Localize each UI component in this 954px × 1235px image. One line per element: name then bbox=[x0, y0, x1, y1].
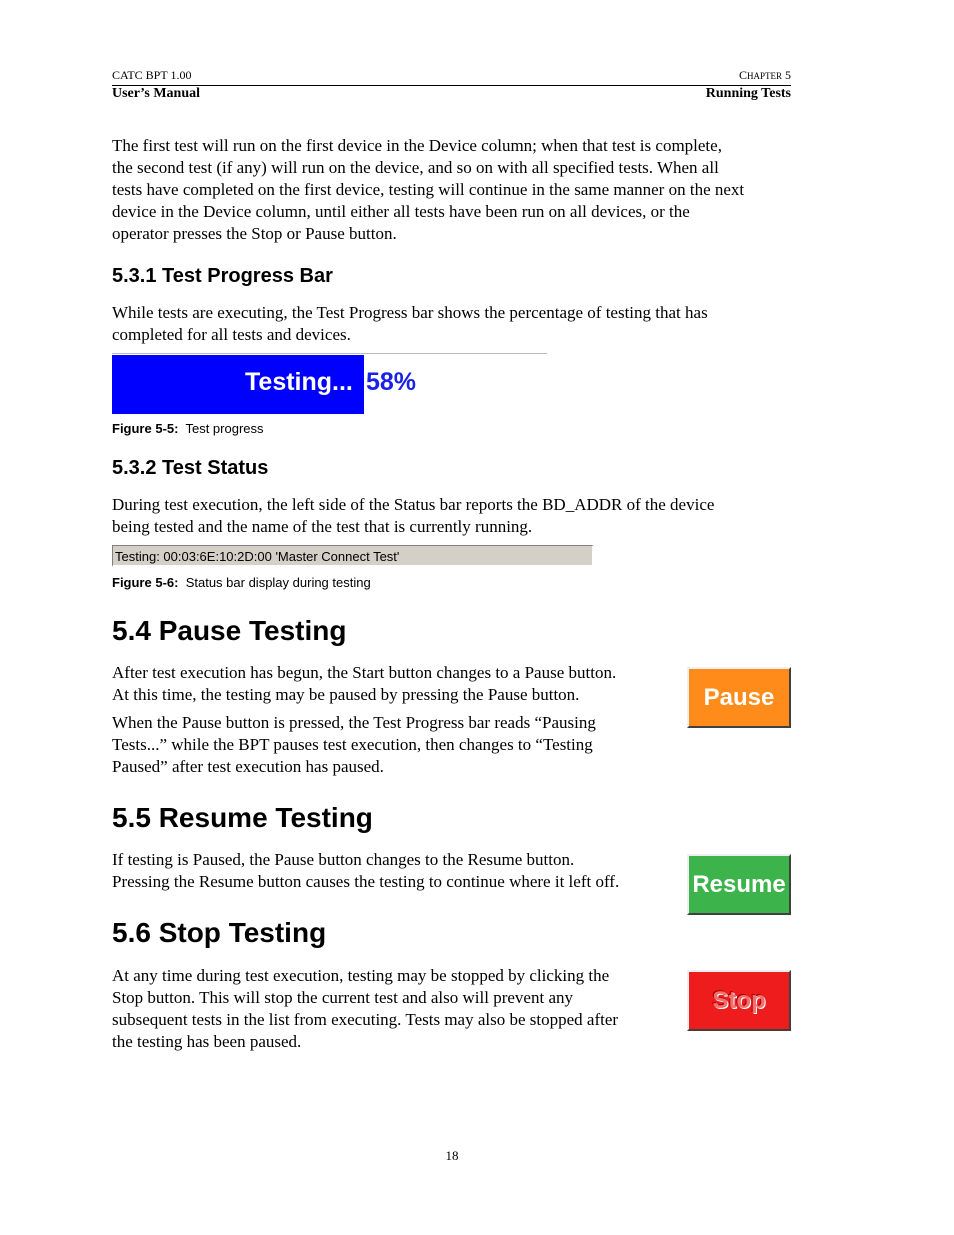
intro-paragraph bbox=[112, 135, 744, 245]
intro-line: device in the Device column, until either all tests have been run on all devices, or the bbox=[112, 202, 690, 221]
pause-line: Paused” after test execution has paused. bbox=[112, 757, 384, 776]
stop-line: subsequent tests in the list from executing. Tests may also be stopped after bbox=[112, 1010, 619, 1029]
caption-label: Figure 5-6: bbox=[112, 575, 179, 590]
stop-paragraph bbox=[112, 965, 618, 1053]
status-line: During test execution, the left side of the Status bar reports the BD_ADDR of the device bbox=[112, 495, 715, 514]
page-number: 18 bbox=[445, 1148, 459, 1163]
status-line: being tested and the name of the test that is currently running. bbox=[112, 517, 533, 536]
pause-line: After test execution has begun, the Start button changes to a Pause button. bbox=[112, 663, 617, 682]
status-bar-text: Testing: 00:03:6E:10:2D:00 'Master Connect Test' bbox=[115, 549, 400, 564]
caption-text: Test progress bbox=[185, 421, 264, 436]
pause-line: When the Pause button is pressed, the Test Progress bar reads “Pausing bbox=[112, 713, 596, 732]
header-product: CATC BPT 1.00 bbox=[112, 68, 192, 82]
figure-5-6-caption bbox=[112, 575, 371, 590]
header-chapter-rest: HAPTER bbox=[746, 71, 782, 81]
stop-line: Stop button. This will stop the current test and also will prevent any bbox=[112, 988, 573, 1007]
stop-line: the testing has been paused. bbox=[112, 1032, 302, 1051]
header-rule bbox=[112, 85, 791, 86]
status-bar bbox=[112, 545, 594, 567]
test-progress-bar bbox=[112, 353, 547, 414]
pause-line: At this time, the testing may be paused by pressing the Pause button. bbox=[112, 685, 580, 704]
progress-line: While tests are executing, the Test Progress bar shows the percentage of testing that has bbox=[112, 303, 708, 322]
figure-5-5-caption bbox=[112, 421, 264, 436]
caption-label: Figure 5-5: bbox=[112, 421, 179, 436]
resume-line: Pressing the Resume button causes the testing to continue where it left off. bbox=[112, 872, 620, 891]
status-paragraph bbox=[112, 494, 714, 538]
caption-text: Status bar display during testing bbox=[185, 575, 371, 590]
header-chapter-initial: C bbox=[738, 68, 747, 82]
intro-line: tests have completed on the first device, testing will continue in the same manner on the next bbox=[112, 180, 745, 199]
heading-test-progress-bar: 5.3.1 Test Progress Bar bbox=[112, 265, 333, 287]
heading-resume-testing: 5.5 Resume Testing bbox=[112, 802, 373, 833]
progress-percent: 58% bbox=[366, 368, 417, 396]
intro-line: operator presses the Stop or Pause button. bbox=[112, 224, 397, 243]
header-chapter-num: 5 bbox=[785, 68, 791, 82]
pause-paragraph-1 bbox=[112, 662, 616, 706]
header-manual: User’s Manual bbox=[112, 86, 201, 101]
resume-line: If testing is Paused, the Pause button changes to the Resume button. bbox=[112, 850, 575, 869]
heading-stop-testing: 5.6 Stop Testing bbox=[112, 917, 327, 948]
progress-line: completed for all tests and devices. bbox=[112, 325, 351, 344]
progress-paragraph bbox=[112, 302, 708, 346]
stop-line: At any time during test execution, testing may be stopped by clicking the bbox=[112, 966, 610, 985]
pause-paragraph-2 bbox=[112, 712, 596, 778]
heading-pause-testing: 5.4 Pause Testing bbox=[112, 615, 347, 646]
header-section: Running Tests bbox=[705, 86, 791, 101]
intro-line: the second test (if any) will run on the device, and so on with all specified tests. When all bbox=[112, 158, 719, 177]
resume-button[interactable]: Resume bbox=[687, 854, 791, 915]
resume-paragraph bbox=[112, 849, 619, 893]
pause-button[interactable]: Pause bbox=[687, 667, 791, 728]
pause-line: Tests...” while the BPT pauses test execution, then changes to “Testing bbox=[112, 735, 593, 754]
stop-button[interactable]: Stop bbox=[687, 970, 791, 1031]
intro-line: The first test will run on the first device in the Device column; when that test is complete, bbox=[112, 136, 722, 155]
progress-label: Testing... bbox=[245, 368, 353, 396]
header-chapter bbox=[739, 68, 791, 83]
heading-test-status: 5.3.2 Test Status bbox=[112, 457, 269, 479]
